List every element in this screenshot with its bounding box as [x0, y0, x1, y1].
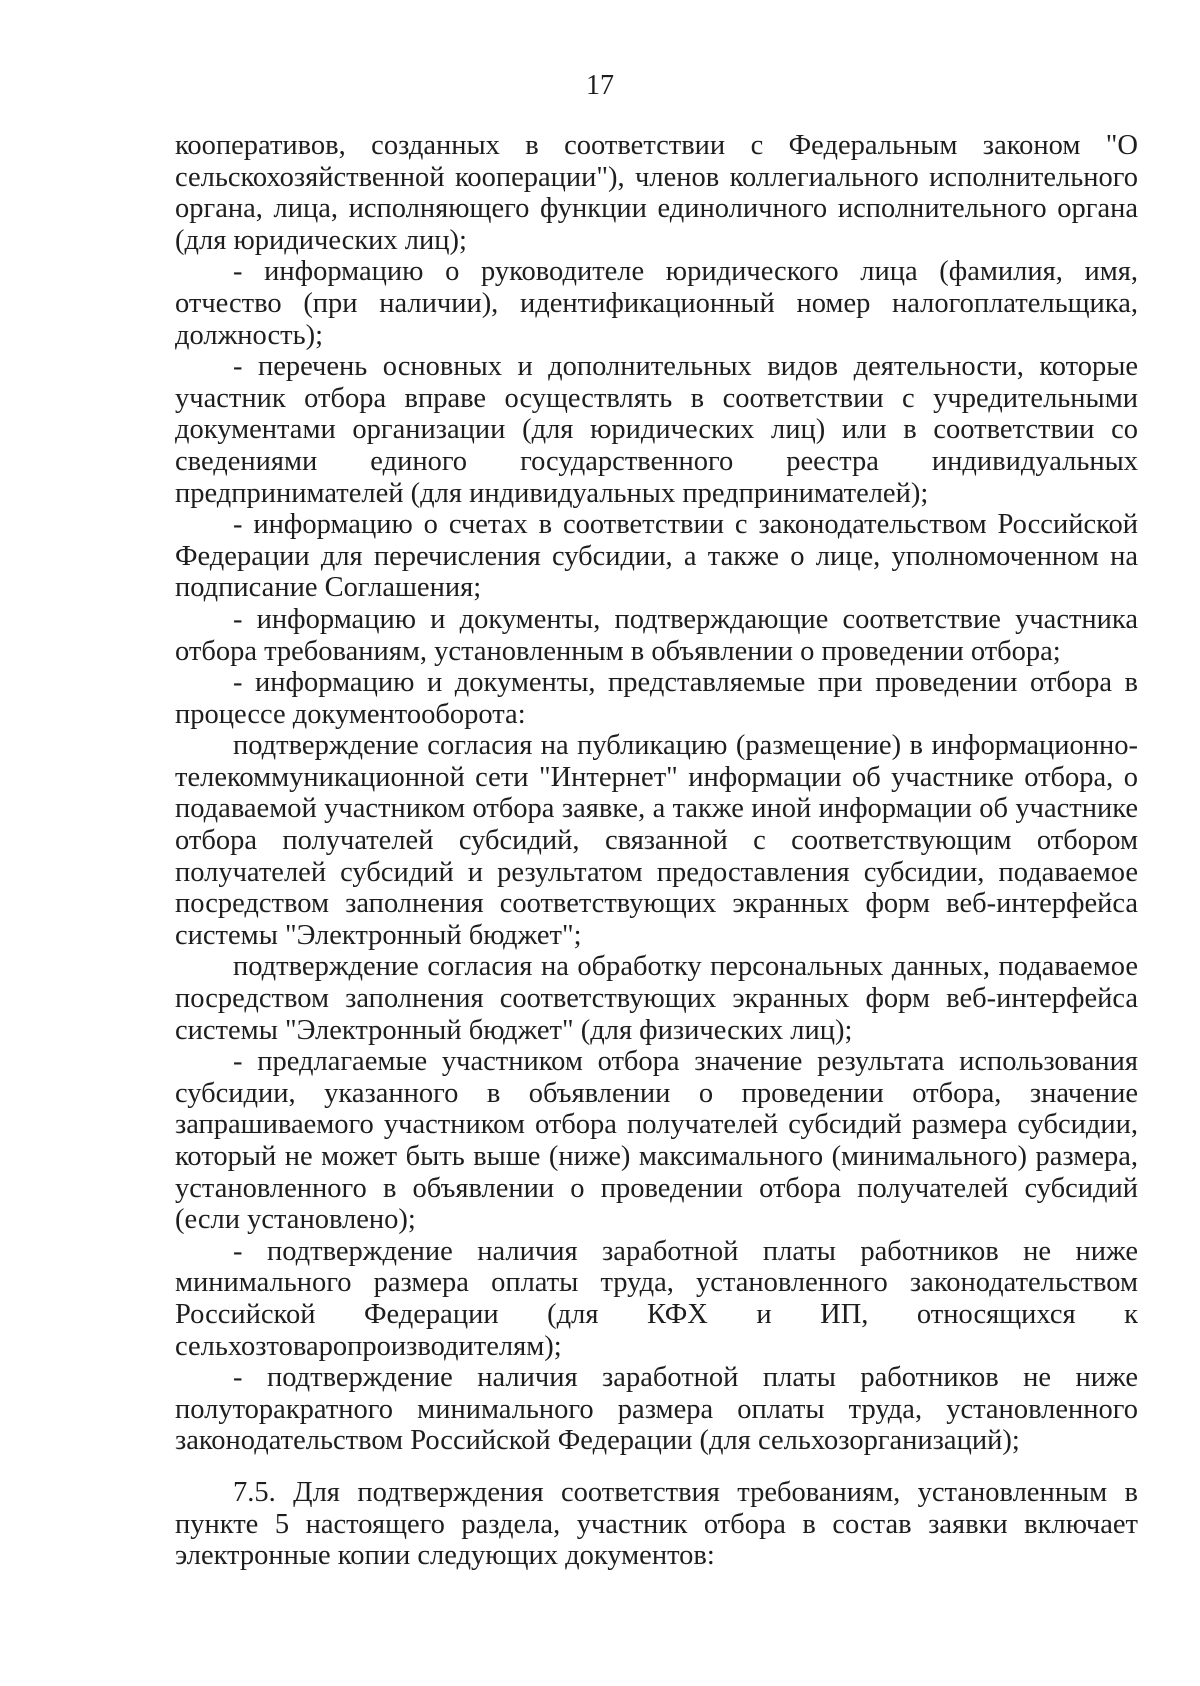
- page-number: 17: [586, 70, 614, 101]
- paragraph-cooperatives-continuation: кооперативов, созданных в соответствии с Федеральным законом "О сельскохозяйственной кооперации"), членов коллегиального исполнительного органа, лица, исполняющего функции единоличного исполнительного органа (для юридических лиц);: [175, 130, 1138, 256]
- paragraph-activity-list: - перечень основных и дополнительных видов деятельности, которые участник отбора вправе осуществлять в соответствии с учредительными документами организации (для юридических лиц) или в соответствии со сведениями единого государственного реестра индивидуальных предпринимателей (для индивидуальных предпринимателей);: [175, 351, 1138, 509]
- paragraph-personal-data-consent: подтверждение согласия на обработку персональных данных, подаваемое посредством заполнения соответствующих экранных форм веб-интерфейса системы "Электронный бюджет" (для физических лиц);: [175, 951, 1138, 1046]
- paragraph-accounts-info: - информацию о счетах в соответствии с законодательством Российской Федерации для перечисления субсидии, а также о лице, уполномоченном на подписание Соглашения;: [175, 509, 1138, 604]
- paragraph-min-wage-kfh: - подтверждение наличия заработной платы работников не ниже минимального размера оплаты труда, установленного законодательством Российской Федерации (для КФХ и ИП, относящихся к сельхозтоваропроизводителям);: [175, 1235, 1138, 1362]
- paragraph-requirements-docs: - информацию и документы, подтверждающие соответствие участника отбора требованиям, установленным в объявлении о проведении отбора;: [175, 603, 1138, 667]
- paragraph-head-info: - информацию о руководителе юридического лица (фамилия, имя, отчество (при наличии), идентификационный номер налогоплательщика, должность);: [175, 256, 1138, 351]
- paragraph-proposed-result: - предлагаемые участником отбора значение результата использования субсидии, указанного в объявлении о проведении отбора, значение запрашиваемого участником отбора получателей субсидий размера субсидии, который не может быть выше (ниже) максимального (минимального) размера, установленного в объявлении о проведении отбора получателей субсидий (если установлено);: [175, 1046, 1138, 1236]
- paragraph-min-wage-agro: - подтверждение наличия заработной платы работников не ниже полуторакратного минимального размера оплаты труда, установленного законодательством Российской Федерации (для сельхозорганизаций);: [175, 1362, 1138, 1457]
- paragraph-publication-consent: подтверждение согласия на публикацию (размещение) в информационно-телекоммуникационной сети "Интернет" информации об участнике отбора, о подаваемой участником отбора заявке, а также иной информации об участнике отбора получателей субсидий, связанной с соответствующим отбором получателей субсидий и результатом предоставления субсидии, подаваемое посредством заполнения соответствующих экранных форм веб-интерфейса системы "Электронный бюджет";: [175, 730, 1138, 951]
- paragraph-workflow-docs: - информацию и документы, представляемые при проведении отбора в процессе документооборота:: [175, 667, 1138, 730]
- document-body: [175, 130, 1138, 1572]
- paragraph-section-7-5: 7.5. Для подтверждения соответствия требованиям, установленным в пункте 5 настоящего раздела, участник отбора в состав заявки включает электронные копии следующих документов:: [175, 1476, 1138, 1572]
